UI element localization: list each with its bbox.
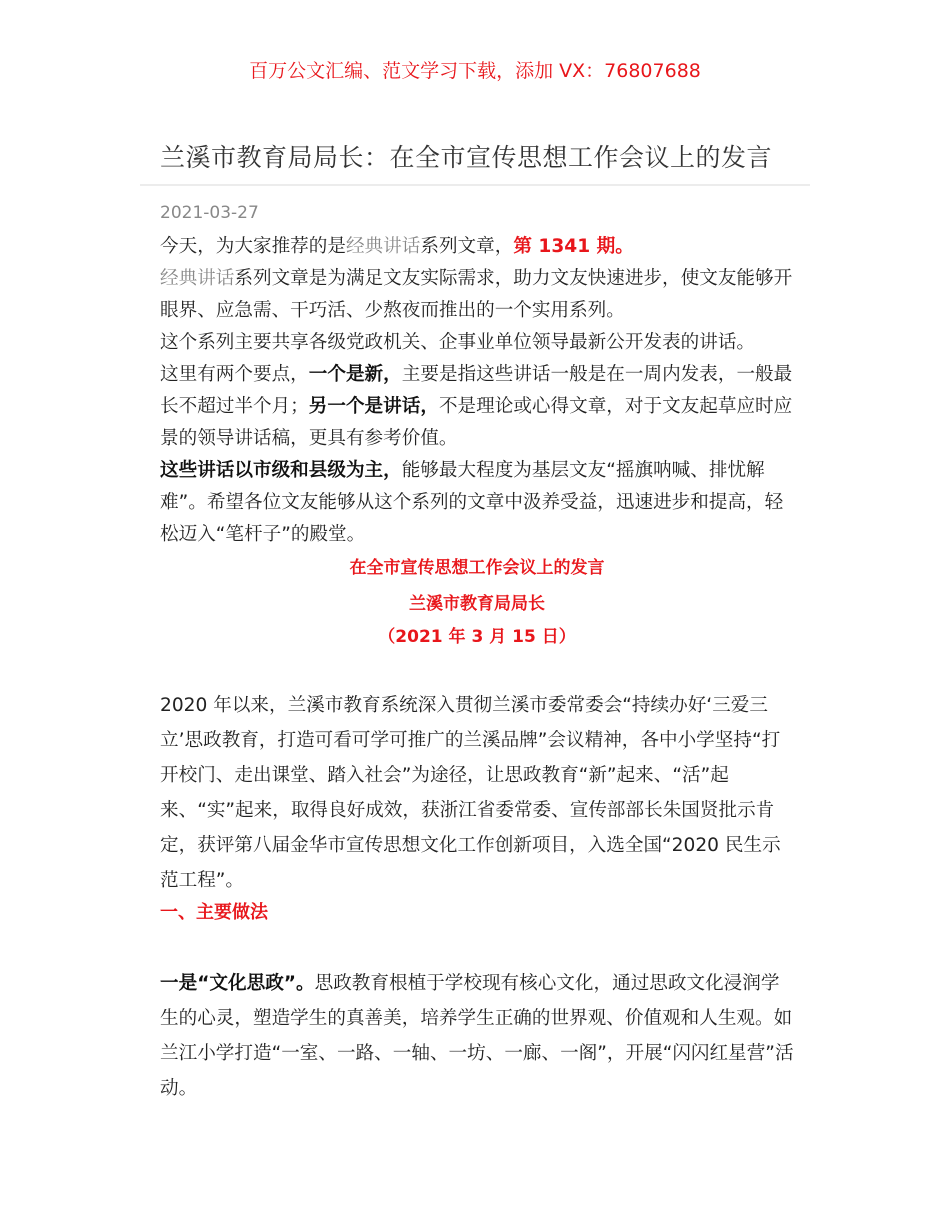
series-name: 经典讲话 [160,268,235,289]
bold-text: 另一个是讲话， [308,396,439,417]
bold-text: 一是“文化思政”。 [160,973,315,994]
series-name: 经典讲话 [345,236,421,257]
section-heading: 一、主要做法 [160,902,268,923]
point-paragraph [160,966,794,1106]
intro-section [160,231,794,551]
text: 系列文章， [420,236,514,257]
text: 能够最大程度为基层文友“摇旗呐喊、排忧解难”。希望各位文友能够从这个系列的文章中汲养受益，迅速进步和提高，轻松迈入“笔杆子”的殿堂。 [160,460,784,545]
text: 系列文章是为满足文友实际需求，助力文友快速进步，使文友能够开眼界、应急需、干巧活、少熬夜而推出的一个实用系列。 [160,268,793,321]
speech-title: 在全市宣传思想工作会议上的发言 [349,558,605,578]
intro-paragraph-1 [160,231,794,263]
intro-paragraph-2 [160,263,794,327]
promo-banner: 百万公文汇编、范文学习下载，添加 VX：76807688 [249,60,701,82]
text: 这里有两个要点， [160,364,309,385]
text: 思政教育根植于学校现有核心文化，通过思政文化浸润学生的心灵，塑造学生的真善美，培养学生正确的世界观、价值观和人生观。如兰江小学打造“一室、一路、一轴、一坊、一廊、一阁”，开展“闪闪红星营”活动。 [160,973,794,1099]
title-divider [140,184,810,186]
speech-speaker: 兰溪市教育局局长 [409,594,545,614]
body-paragraph: 2020 年以来，兰溪市教育系统深入贯彻兰溪市委常委会“持续办好‘三爱三立’思政教育，打造可看可学可推广的兰溪品牌”会议精神，各中小学坚持“打开校门、走出课堂、踏入社会”为途径，让思政教育“新”起来、“活”起来、“实”起来，取得良好成效，获浙江省委常委、宣传部部长朱国贤批示肯定，获评第八届金华市宣传思想文化工作创新项目，入选全国“2020 民生示范工程”。 [160,695,781,891]
intro-paragraph-3: 这个系列主要共享各级党政机关、企事业单位领导最新公开发表的讲话。 [160,332,756,353]
bold-text: 一个是新， [308,364,402,385]
page-title: 兰溪市教育局局长：在全市宣传思想工作会议上的发言 [160,143,773,172]
intro-paragraph-5 [160,455,794,551]
issue-number: 第 1341 期。 [513,236,634,257]
text: 今天，为大家推荐的是 [160,236,346,257]
publish-date: 2021-03-27 [160,203,259,223]
intro-paragraph-4 [160,359,794,455]
text: 不是理论或心得文章，对于文友起草应时应景的领导讲话稿，更具有参考价值。 [160,396,793,449]
bold-text: 这些讲话以市级和县级为主， [160,460,402,481]
speech-date: （2021 年 3 月 15 日） [378,627,576,647]
text: 主要是指这些讲话一般是在一周内发表，一般最长不超过半个月； [160,364,793,417]
